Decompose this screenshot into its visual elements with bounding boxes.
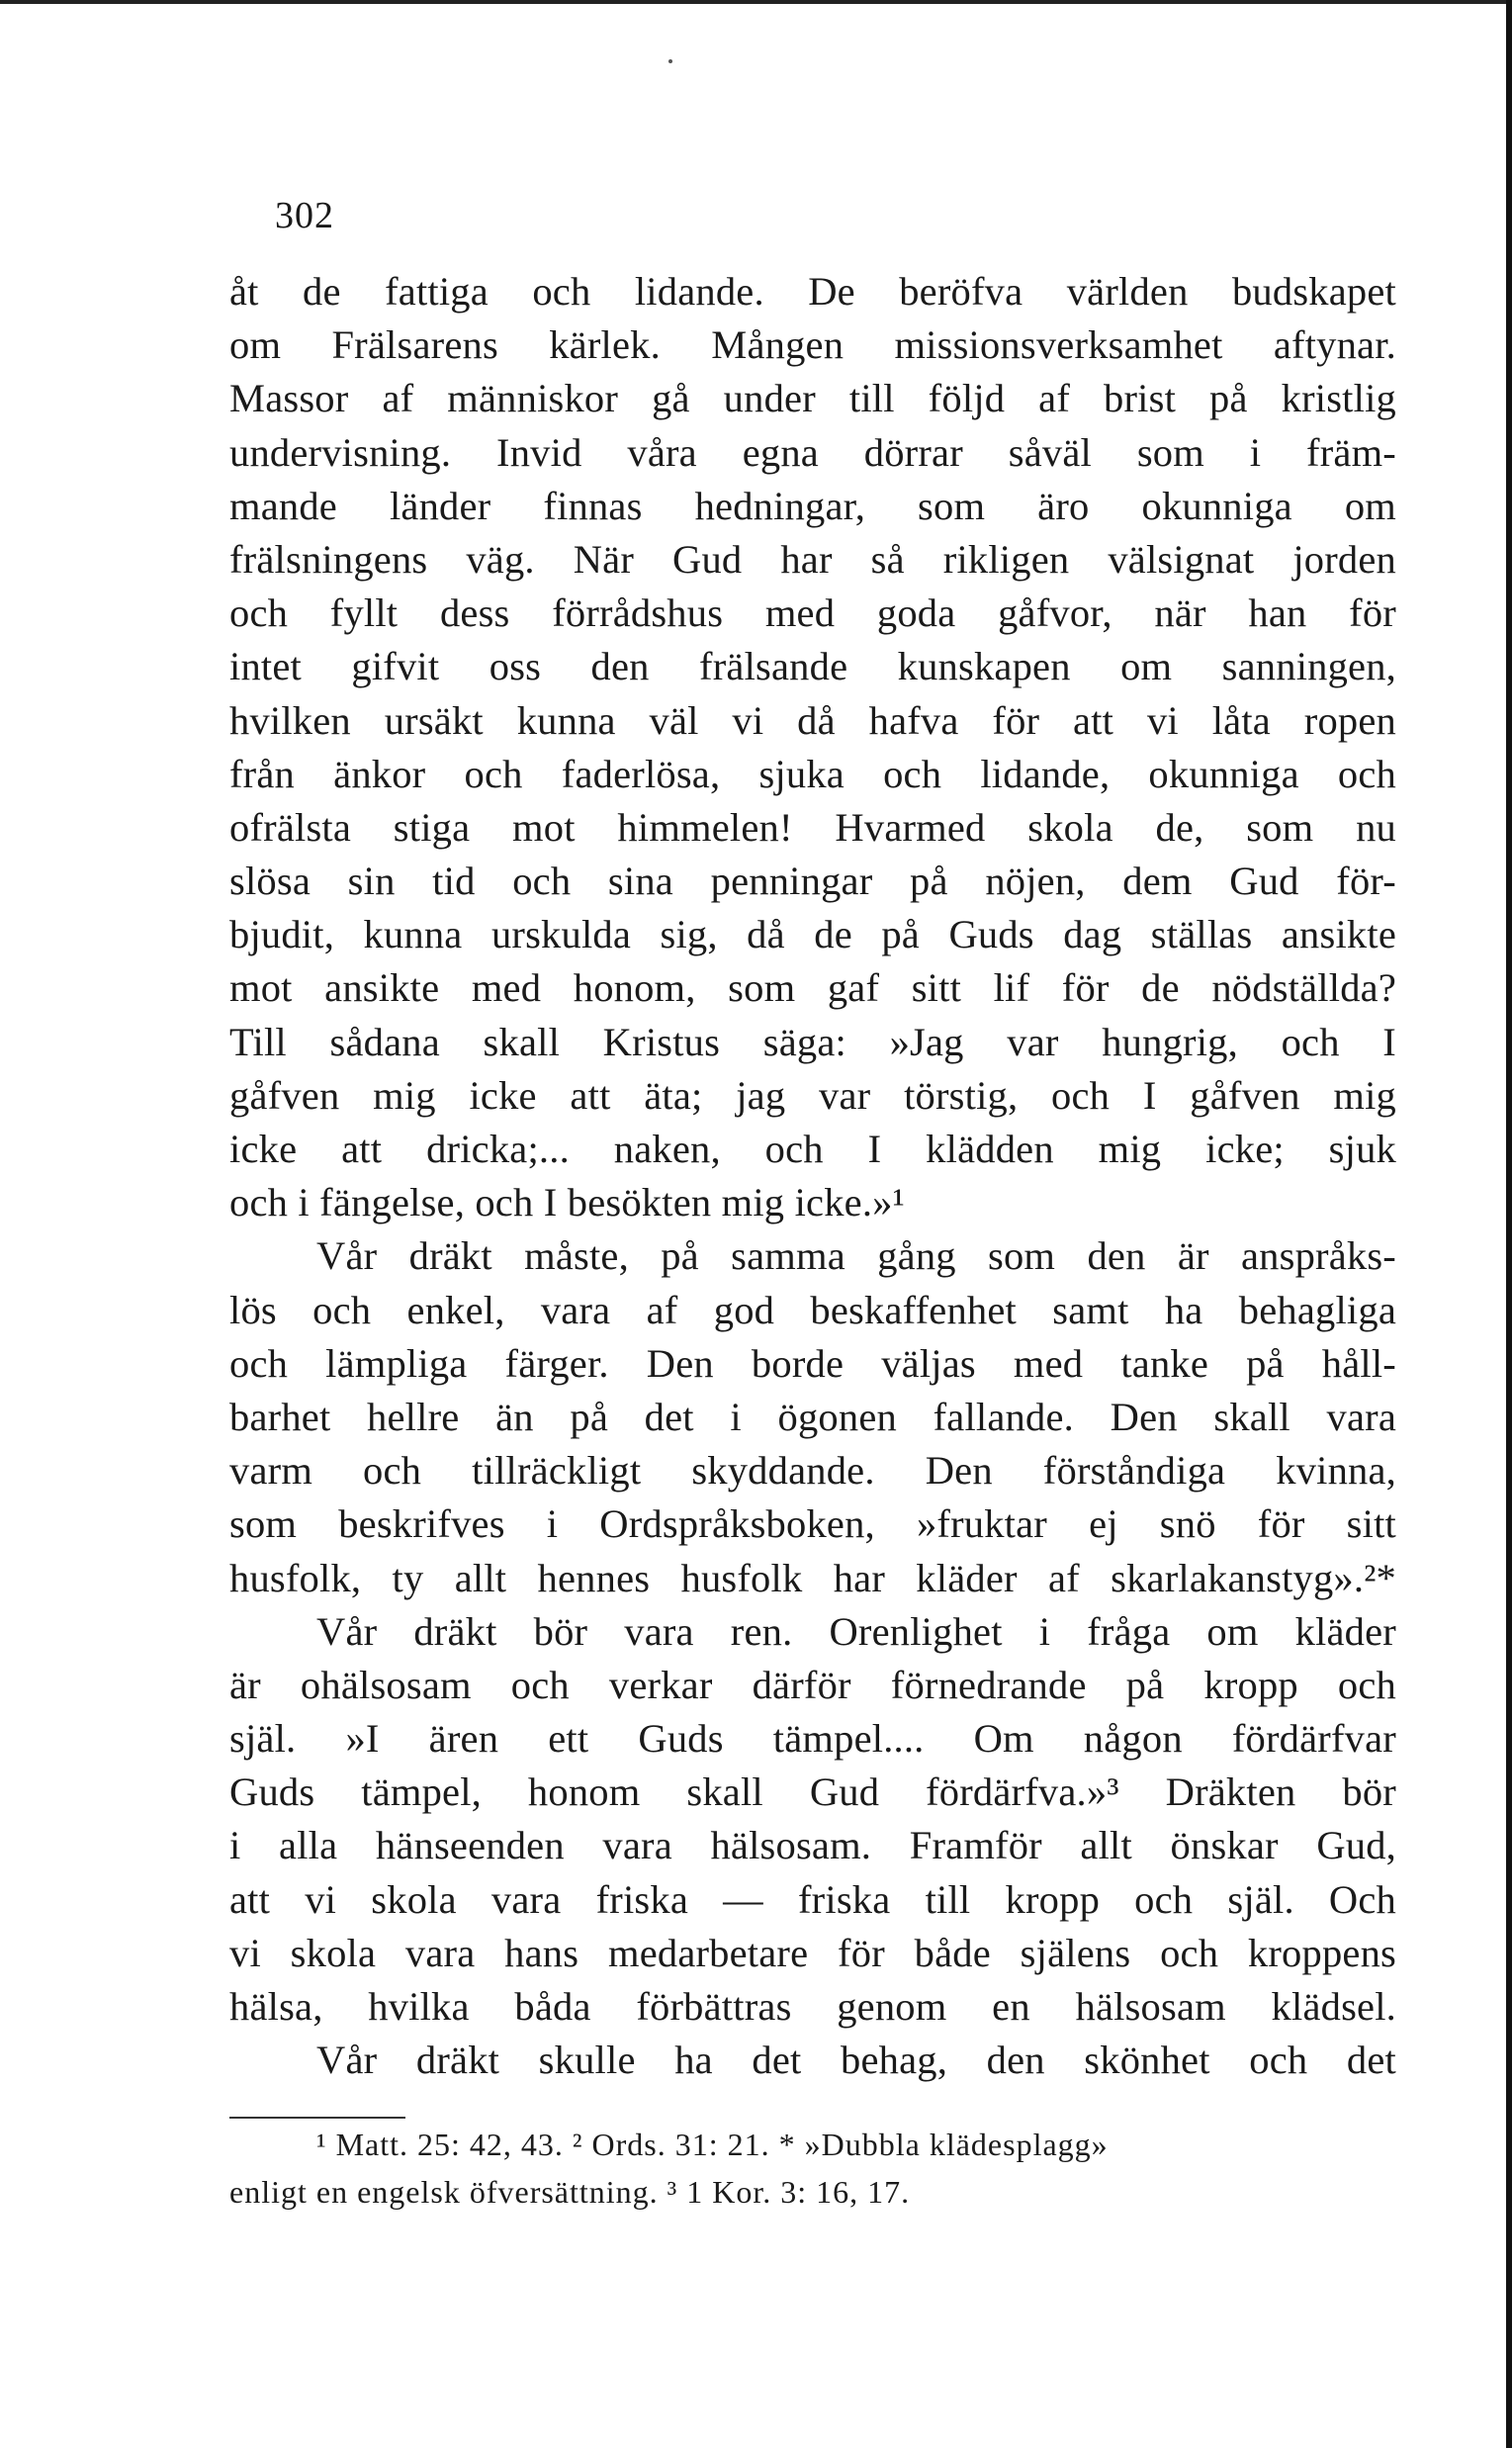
text-line: och fyllt dess förrådshus med goda gåfvor, när han för [229, 590, 1396, 636]
text-line: gåfven mig icke att äta; jag var törstig, och I gåfven mig [229, 1072, 1396, 1118]
footnote-line: enligt en engelsk öfversättning. ³ 1 Kor. 3: 16, 17. [229, 2174, 911, 2210]
text-line: icke att dricka;... naken, och I klädden mig icke; sjuk [229, 1127, 1396, 1171]
text-line: frälsningens väg. När Gud har så rikligen välsignat jorden [229, 536, 1396, 582]
text-line: och lämpliga färger. Den borde väljas med tanke på håll- [229, 1340, 1396, 1386]
text-line: mande länder finnas hedningar, som äro okunniga om [229, 483, 1396, 528]
text-line: Till sådana skall Kristus säga: »Jag var hungrig, och I [229, 1019, 1396, 1064]
footnotes [229, 2121, 1396, 2216]
page-number: 302 [275, 195, 334, 236]
text-line: i alla hänseenden vara hälsosam. Framför allt önskar Gud, [229, 1823, 1396, 1868]
text-line: varm och tillräckligt skyddande. Den förståndiga kvinna, [229, 1448, 1396, 1494]
text-line: bjudit, kunna urskulda sig, då de på Guds dag ställas ansikte [229, 912, 1396, 957]
text-line: att vi skola vara friska — friska till kropp och själ. Och [229, 1876, 1396, 1922]
text-line: själ. »I ären ett Guds tämpel.... Om någon fördärfvar [229, 1716, 1396, 1762]
text-line: är ohälsosam och verkar därför förnedrande på kropp och [229, 1662, 1396, 1707]
body-text [229, 265, 1396, 2087]
text-line: lös och enkel, vara af god beskaffenhet samt ha behagliga [229, 1287, 1396, 1332]
text-line: ofrälsta stiga mot himmelen! Hvarmed skola de, som nu [229, 804, 1396, 850]
footnote-rule [229, 2117, 405, 2119]
text-line: hälsa, hvilka båda förbättras genom en hälsosam klädsel. [229, 1984, 1396, 2029]
paragraph-start-line: Vår dräkt bör vara ren. Orenlighet i fråga om kläder [316, 1608, 1396, 1654]
text-line: hvilken ursäkt kunna väl vi då hafva för att vi låta ropen [229, 697, 1396, 743]
text-line: från änkor och faderlösa, sjuka och lidande, okunniga och [229, 751, 1396, 796]
text-line: husfolk, ty allt hennes husfolk har kläder af skarlakanstyg».²* [229, 1555, 1396, 1600]
text-line: Massor af människor gå under till följd af brist på kristlig [229, 376, 1396, 421]
page-top-edge [0, 0, 1512, 4]
paragraph-start-line: Vår dräkt skulle ha det behag, den skönhet och det [316, 2038, 1396, 2083]
page-right-edge [1506, 0, 1512, 2448]
text-line: mot ansikte med honom, som gaf sitt lif för de nödställda? [229, 965, 1396, 1011]
text-line: och i fängelse, och I besökten mig icke.»¹ [229, 1180, 905, 1225]
text-line: om Frälsarens kärlek. Mången missionsverksamhet aftynar. [229, 322, 1396, 368]
text-line: intet gifvit oss den frälsande kunskapen om sanningen, [229, 644, 1396, 689]
text-line: åt de fattiga och lidande. De beröfva världen budskapet [229, 269, 1396, 314]
text-line: undervisning. Invid våra egna dörrar såväl som i främ- [229, 429, 1396, 475]
text-line: Guds tämpel, honom skall Gud fördärfva.»³ Dräkten bör [229, 1769, 1396, 1815]
footnote-line: ¹ Matt. 25: 42, 43. ² Ords. 31: 21. * »Dubbla klädesplagg» [316, 2127, 1109, 2162]
paper-speck [668, 59, 672, 63]
text-line: som beskrifves i Ordspråksboken, »fruktar ej snö för sitt [229, 1501, 1396, 1547]
text-line: slösa sin tid och sina penningar på nöjen, dem Gud för- [229, 859, 1396, 904]
text-line: vi skola vara hans medarbetare för både själens och kroppens [229, 1930, 1396, 1975]
paragraph-start-line: Vår dräkt måste, på samma gång som den är anspråks- [316, 1233, 1396, 1279]
text-line: barhet hellre än på det i ögonen fallande. Den skall vara [229, 1394, 1396, 1439]
